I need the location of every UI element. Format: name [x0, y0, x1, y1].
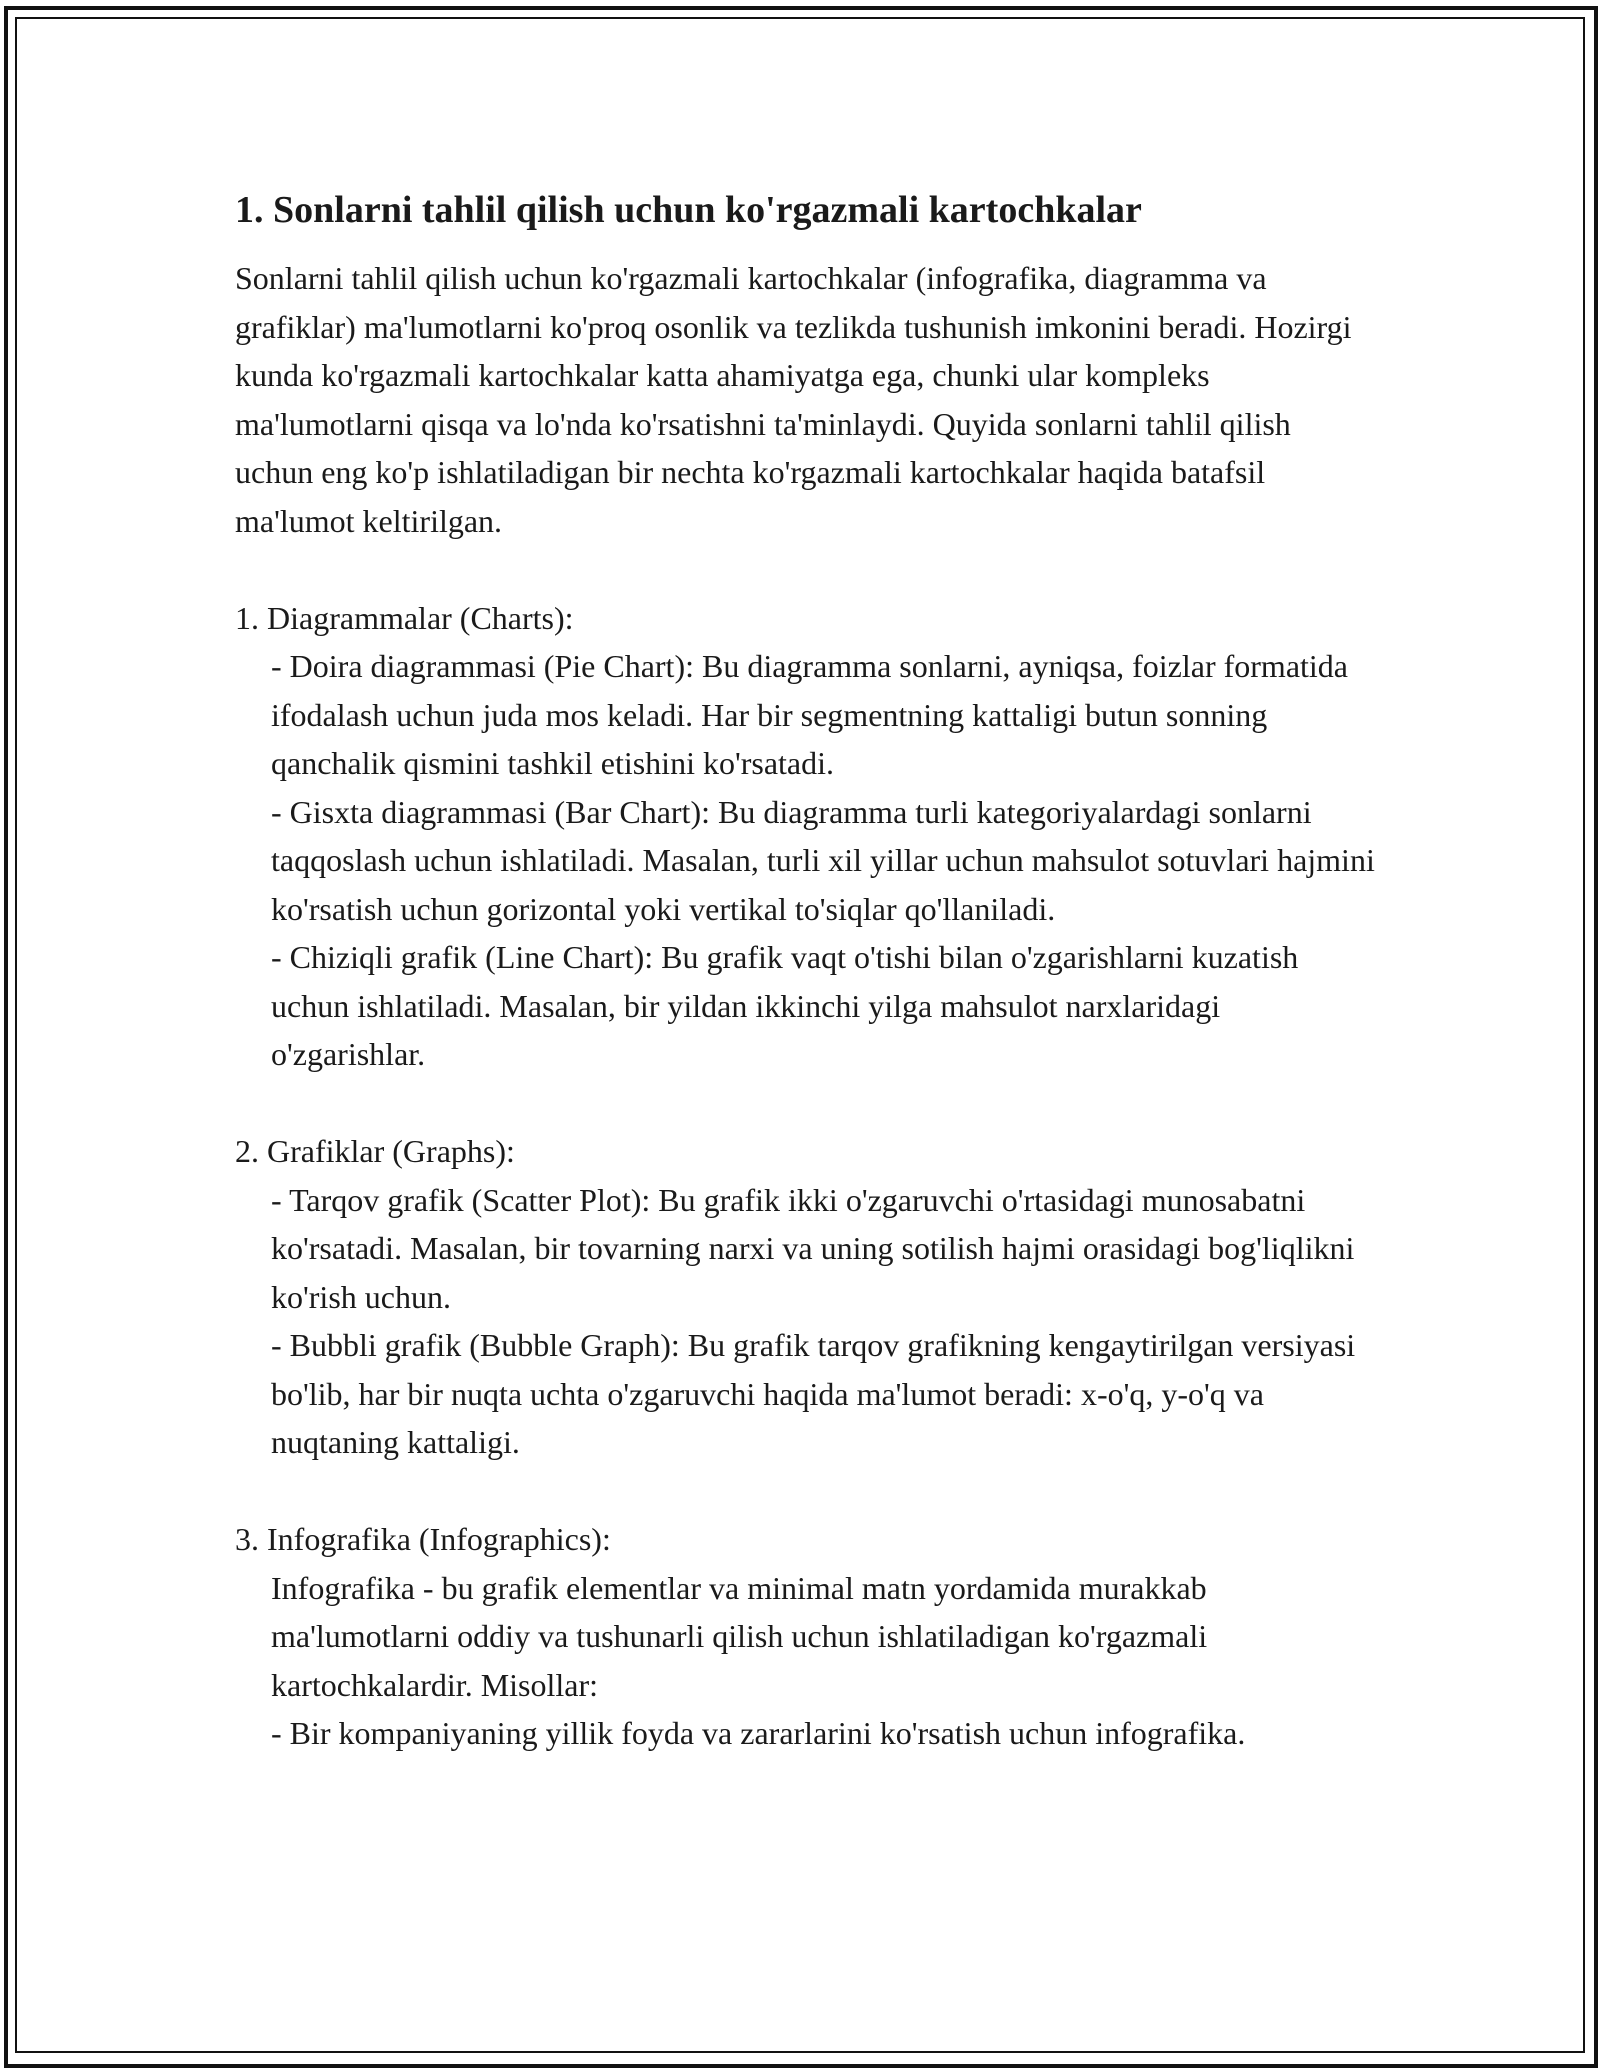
intro-paragraph: Sonlarni tahlil qilish uchun ko'rgazmali kartochkalar (infografika, diagramma va grafiklar) ma'lumotlarni ko'proq osonlik va tezlikda tushunish imkonini beradi. Hozirgi kunda ko'rgazmali kartochkalar katta ahamiyatga ega, chunki ular kompleks ma'lumotlarni qisqa va lo'nda ko'rsatishni ta'minlaydi. Quyida sonlarni tahlil qilish uchun eng ko'p ishlatiladigan bir nechta ko'rgazmali kartochkalar haqida batafsil ma'lumot keltirilgan.: [235, 260, 1352, 539]
section-heading-infographics: 3. Infografika (Infographics):: [235, 1521, 611, 1557]
spacer: [235, 545, 1375, 594]
section-heading-charts: 1. Diagrammalar (Charts):: [235, 599, 574, 636]
list-item-scatter-plot: - Tarqov grafik (Scatter Plot): Bu grafik ikki o'zgaruvchi o'rtasidagi munosabatni ko'rsatadi. Masalan, bir tovarning narxi va uning sotilish hajmi orasidagi bog'liqlikni ko'rish uchun.: [271, 1181, 1355, 1315]
document-title: 1. Sonlarni tahlil qilish uchun ko'rgazmali kartochkalar: [235, 189, 1142, 231]
spacer: [235, 1467, 1375, 1516]
document-body: [235, 186, 1375, 1758]
list-item-pie-chart: - Doira diagrammasi (Pie Chart): Bu diagramma sonlarni, ayniqsa, foizlar formatida ifodalash uchun juda mos keladi. Har bir segmentning kattaligi butun sonning qanchalik qismini tashkil etishini ko'rsatadi.: [271, 648, 1348, 781]
infographics-description: Infografika - bu grafik elementlar va minimal matn yordamida murakkab ma'lumotlarni oddiy va tushunarli qilish uchun ishlatiladigan ko'rgazmali kartochkalardir. Misollar:: [271, 1569, 1208, 1703]
spacer: [235, 1079, 1375, 1128]
section-heading-graphs: 2. Grafiklar (Graphs):: [235, 1133, 515, 1169]
list-item-bar-chart: - Gisxta diagrammasi (Bar Chart): Bu diagramma turli kategoriyalardagi sonlarni taqqoslash uchun ishlatiladi. Masalan, turli xil yillar uchun mahsulot sotuvlari hajmini ko'rsatish uchun gorizontal yoki vertikal to'siqlar qo'llaniladi.: [271, 793, 1375, 927]
list-item-bubble-graph: - Bubbli grafik (Bubble Graph): Bu grafik tarqov grafikning kengaytirilgan versiyasi bo'lib, har bir nuqta uchta o'zgaruvchi haqida ma'lumot beradi: x-o'q, y-o'q va nuqtaning kattaligi.: [271, 1327, 1356, 1460]
list-item-line-chart: - Chiziqli grafik (Line Chart): Bu grafik vaqt o'tishi bilan o'zgarishlarni kuzatish uchun ishlatiladi. Masalan, bir yildan ikkinchi yilga mahsulot narxlaridagi o'zgarishlar.: [271, 939, 1299, 1072]
list-item-infographic-example: - Bir kompaniyaning yillik foyda va zararlarini ko'rsatish uchun infografika.: [271, 1715, 1246, 1751]
